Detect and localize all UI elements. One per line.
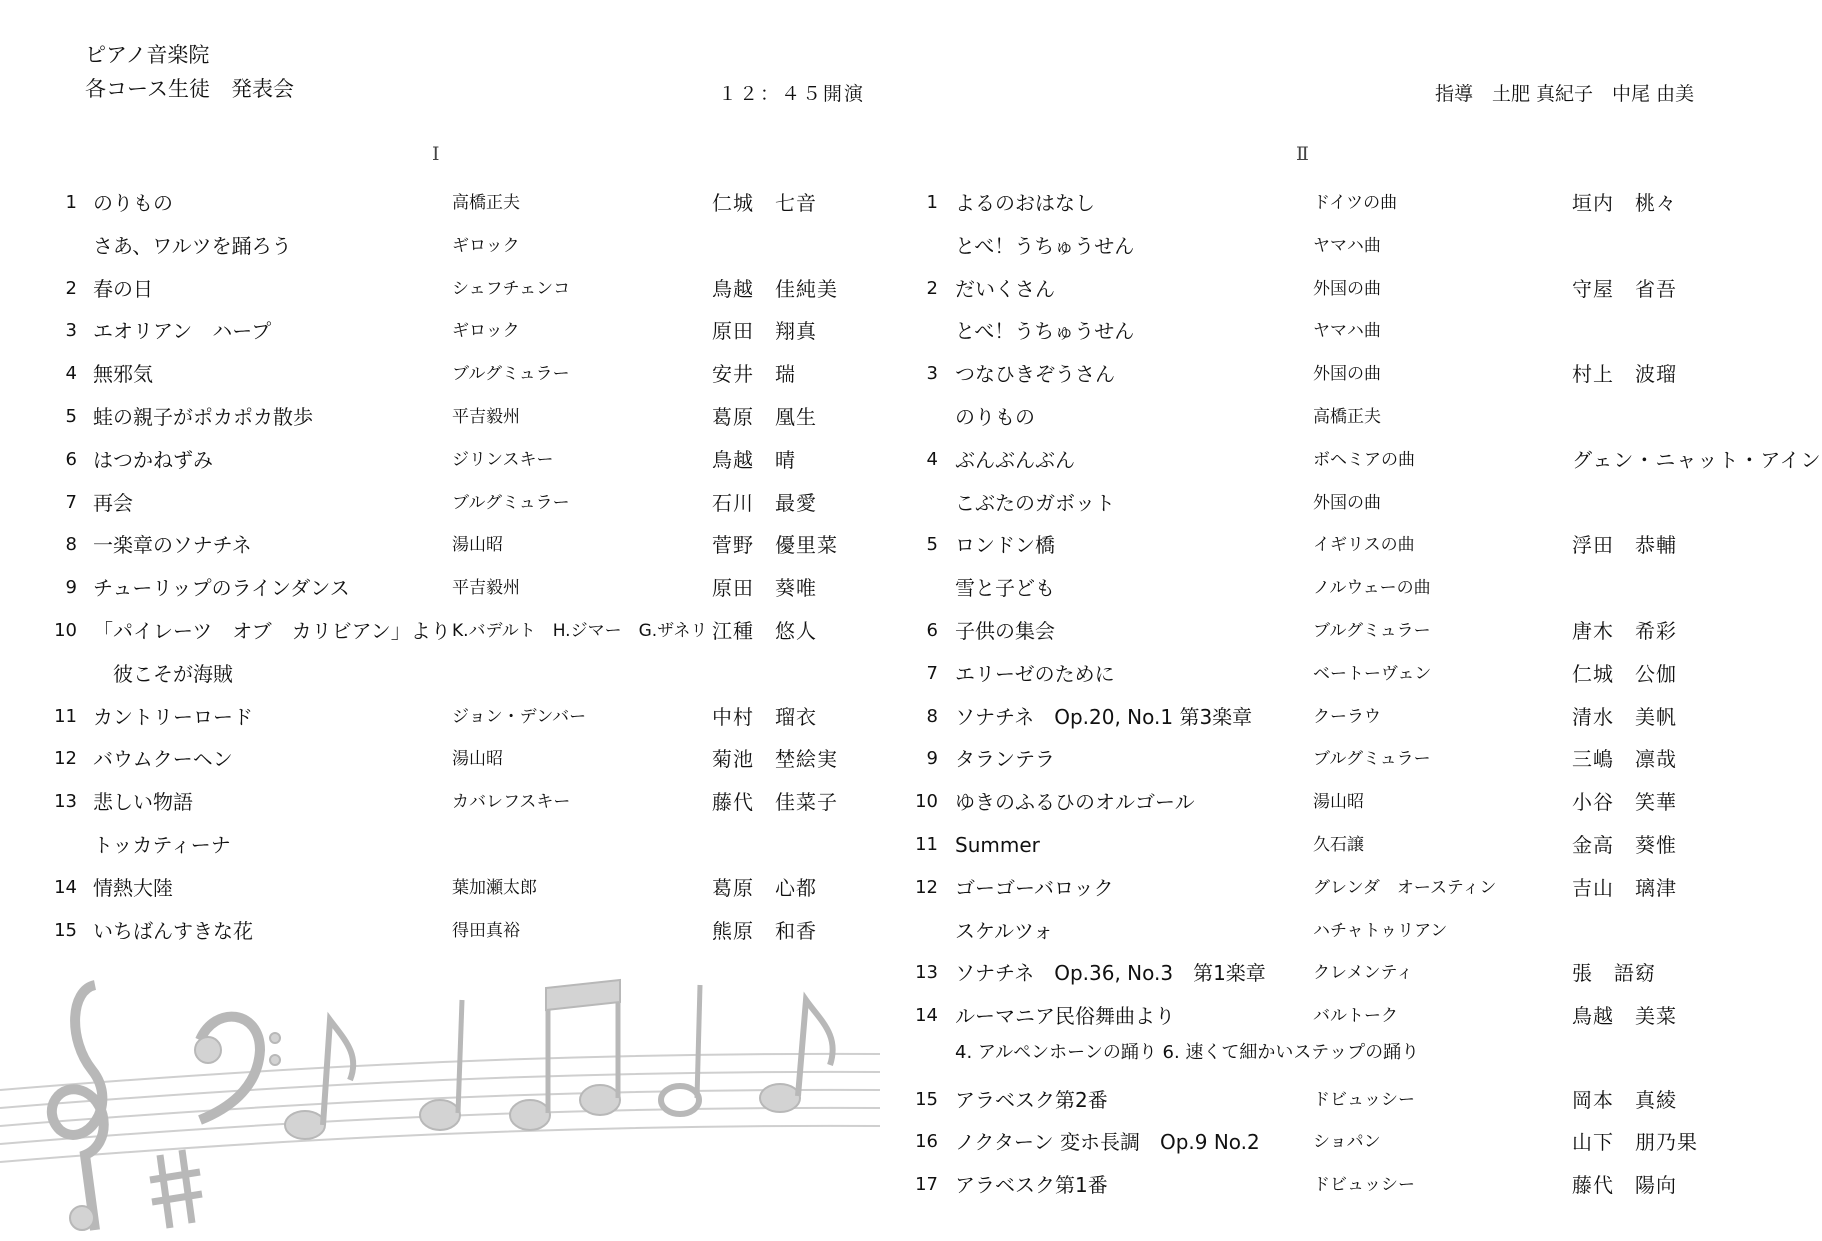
composer: ジョン・デンバー <box>452 706 587 727</box>
composer: 高橋正夫 <box>1313 407 1381 427</box>
performer: 鳥越 美菜 <box>1572 1004 1677 1029</box>
piece-title: よるのおはなし <box>955 191 1095 215</box>
performer: 安井 瑞 <box>712 362 796 387</box>
piece-number: 1 <box>926 192 938 213</box>
piece-number: 15 <box>915 1088 938 1110</box>
piece-title: タランテラ <box>955 747 1055 772</box>
piece-title: エオリアン ハープ <box>93 319 272 344</box>
piece-number: 7 <box>926 662 938 684</box>
piece-title: 彼こそが海賊 <box>93 661 233 686</box>
composer: 平吉毅州 <box>452 407 520 427</box>
piece-number: 5 <box>65 406 77 427</box>
performer: 熊原 和香 <box>712 918 817 943</box>
performer: 仁城 七音 <box>712 191 817 215</box>
piece-number: 13 <box>915 962 938 984</box>
piece-title: トッカティーナ <box>93 833 231 857</box>
composer: 湯山昭 <box>452 535 503 556</box>
piece-title: 春の日 <box>93 276 153 301</box>
piece-title: アラベスク第1番 <box>955 1173 1108 1198</box>
piece-number: 12 <box>915 876 938 898</box>
performer: 垣内 桃々 <box>1572 191 1677 215</box>
piece-title: アラベスク第2番 <box>955 1087 1108 1112</box>
composer: ブルグミュラー <box>1313 749 1431 770</box>
composer: 平吉毅州 <box>452 578 520 599</box>
composer: 外国の曲 <box>1313 278 1381 299</box>
performer: 清水 美帆 <box>1572 704 1677 729</box>
composer: ショパン <box>1313 1132 1381 1153</box>
composer: カバレフスキー <box>452 792 571 813</box>
piece-title: スケルツォ <box>955 918 1054 943</box>
piece-note: 4. アルペンホーンの踊り 6. 速くて細かいステップの踊り <box>955 1042 1420 1063</box>
piece-number: 4 <box>65 363 77 385</box>
performer: 葛原 凰生 <box>712 405 817 429</box>
performer: 村上 波瑠 <box>1572 362 1677 387</box>
piece-number: 16 <box>915 1131 938 1153</box>
piece-title: 情熱大陸 <box>93 875 173 900</box>
piece-title: ソナチネ Op.20, No.1 第3楽章 <box>955 704 1253 729</box>
composer: ボヘミアの曲 <box>1313 449 1415 470</box>
piece-title: さあ、ワルツを踊ろう <box>93 233 292 258</box>
piece-title: のりもの <box>93 191 173 215</box>
composer: 湯山昭 <box>452 749 503 770</box>
piece-title: 「パイレーツ オブ カリビアン」より <box>93 619 451 643</box>
performer: 張 語窈 <box>1572 961 1656 986</box>
piece-title: 雪と子ども <box>955 576 1055 601</box>
composer: ドビュッシー <box>1313 1089 1415 1110</box>
piece-title: とべ！うちゅうせん <box>955 319 1135 344</box>
piece-number: 14 <box>54 876 77 898</box>
piece-number: 9 <box>65 577 77 599</box>
performer: 菅野 優里菜 <box>712 533 838 558</box>
piece-number: 3 <box>65 320 77 342</box>
composer: シェフチェンコ <box>452 278 571 299</box>
piece-number: 8 <box>926 705 938 727</box>
piece-number: 8 <box>65 534 77 556</box>
event-title: 各コース生徒 発表会 <box>85 77 294 101</box>
composer: ブルグミュラー <box>1313 621 1431 641</box>
piece-number: 13 <box>54 791 77 813</box>
composer: 久石譲 <box>1313 835 1364 855</box>
piece-title: 再会 <box>93 490 133 515</box>
piece-number: 14 <box>915 1005 938 1027</box>
piece-title: 蛙の親子がポカポカ散歩 <box>93 405 313 429</box>
composer: 葉加瀬太郎 <box>452 877 537 898</box>
composer: 外国の曲 <box>1313 364 1381 385</box>
piece-number: 11 <box>54 705 77 727</box>
composer: クーラウ <box>1313 706 1381 727</box>
composer: ギロック <box>452 235 520 256</box>
performer: 吉山 璃津 <box>1572 875 1677 900</box>
piece-number: 2 <box>926 277 938 299</box>
piece-number: 10 <box>915 791 938 813</box>
composer: ブルグミュラー <box>452 364 570 385</box>
piece-title: ゴーゴーバロック <box>955 875 1114 900</box>
composer: ハチャトゥリアン <box>1313 920 1448 941</box>
performer: 小谷 笑華 <box>1572 790 1677 815</box>
piece-number: 11 <box>915 834 938 855</box>
composer: ベートーヴェン <box>1313 663 1432 684</box>
composer: ドビュッシー <box>1313 1175 1415 1196</box>
performer: 原田 葵唯 <box>712 576 817 601</box>
part-2-label: Ⅱ <box>1296 143 1309 165</box>
performer: 鳥越 晴 <box>712 447 796 472</box>
piece-title: 子供の集会 <box>955 619 1055 643</box>
part-1-label: Ⅰ <box>432 143 440 165</box>
piece-title: 無邪気 <box>93 362 153 387</box>
piece-title: とべ！うちゅうせん <box>955 233 1135 258</box>
performer: 岡本 真綾 <box>1572 1087 1677 1112</box>
performer: グェン・ニャット・アイン <box>1572 447 1822 472</box>
performer: 菊池 埜絵実 <box>712 747 838 772</box>
piece-title: Summer <box>955 833 1040 857</box>
piece-title: はつかねずみ <box>93 447 213 472</box>
performer: 石川 最愛 <box>712 490 817 515</box>
performer: 中村 瑠衣 <box>712 704 817 729</box>
piece-title: ゆきのふるひのオルゴール <box>955 790 1195 815</box>
performer: 浮田 恭輔 <box>1572 533 1677 558</box>
start-time: １２：４５開演 <box>718 83 866 105</box>
performer: 鳥越 佳純美 <box>712 276 838 301</box>
piece-title: 悲しい物語 <box>93 790 193 815</box>
composer: ドイツの曲 <box>1313 193 1398 213</box>
composer: ギロック <box>452 321 520 342</box>
instructors: 指導 土肥 真紀子 中尾 由美 <box>1435 83 1695 105</box>
piece-title: のりもの <box>955 405 1035 429</box>
performer: 金高 葵惟 <box>1572 833 1677 857</box>
performer: 原田 翔真 <box>712 319 817 344</box>
piece-title: ソナチネ Op.36, No.3 第1楽章 <box>955 961 1266 986</box>
composer: クレメンティ <box>1313 963 1414 984</box>
performer: 唐木 希彩 <box>1572 619 1677 643</box>
performer: 藤代 佳菜子 <box>712 790 838 815</box>
piece-title: カントリーロード <box>93 704 253 729</box>
piece-title: だいくさん <box>955 276 1055 301</box>
composer: 得田真裕 <box>452 920 520 941</box>
performer: 三嶋 凛哉 <box>1572 747 1677 772</box>
performer: 仁城 公伽 <box>1572 661 1677 686</box>
piece-title: いちばんすきな花 <box>93 918 253 943</box>
piece-number: 6 <box>926 620 938 641</box>
piece-title: エリーゼのために <box>955 661 1115 686</box>
piece-number: 3 <box>926 363 938 385</box>
composer: グレンダ オースティン <box>1313 877 1497 898</box>
composer: K.バデルト H.ジマー G.ザネリ <box>452 621 708 641</box>
piece-number: 6 <box>65 448 77 470</box>
composer: 高橋正夫 <box>452 193 520 213</box>
composer: ヤマハ曲 <box>1313 321 1381 342</box>
school-name: ピアノ音楽院 <box>85 43 210 67</box>
piece-number: 15 <box>54 919 77 941</box>
piece-number: 17 <box>915 1174 938 1196</box>
composer: イギリスの曲 <box>1313 535 1415 556</box>
music-notes-staff-icon <box>0 980 880 1241</box>
performer: 山下 朋乃果 <box>1572 1130 1698 1155</box>
piece-number: 1 <box>65 192 77 213</box>
piece-number: 5 <box>926 534 938 556</box>
composer: 外国の曲 <box>1313 492 1381 513</box>
performer: 藤代 陽向 <box>1572 1173 1677 1198</box>
piece-number: 9 <box>926 748 938 770</box>
performer: 江種 悠人 <box>712 619 817 643</box>
performer: 守屋 省吾 <box>1572 276 1677 301</box>
piece-title: こぶたのガボット <box>955 490 1115 515</box>
composer: 湯山昭 <box>1313 792 1364 813</box>
composer: バルトーク <box>1313 1006 1398 1027</box>
piece-number: 2 <box>65 277 77 299</box>
piece-title: チューリップのラインダンス <box>93 576 350 601</box>
piece-title: 一楽章のソナチネ <box>93 533 252 558</box>
piece-title: ノクターン 変ホ長調 Op.9 No.2 <box>955 1130 1260 1155</box>
piece-title: ルーマニア民俗舞曲より <box>955 1004 1175 1029</box>
piece-title: ぶんぶんぶん <box>955 447 1075 472</box>
composer: ブルグミュラー <box>452 492 570 513</box>
piece-number: 12 <box>54 748 77 770</box>
piece-title: ロンドン橋 <box>955 533 1055 558</box>
piece-title: バウムクーヘン <box>93 747 233 772</box>
performer: 葛原 心都 <box>712 875 817 900</box>
piece-number: 4 <box>926 448 938 470</box>
piece-title: つなひきぞうさん <box>955 362 1115 387</box>
piece-number: 10 <box>54 620 77 641</box>
composer: ヤマハ曲 <box>1313 235 1381 256</box>
piece-number: 7 <box>65 491 77 513</box>
composer: ノルウェーの曲 <box>1313 578 1431 599</box>
composer: ジリンスキー <box>452 449 554 470</box>
